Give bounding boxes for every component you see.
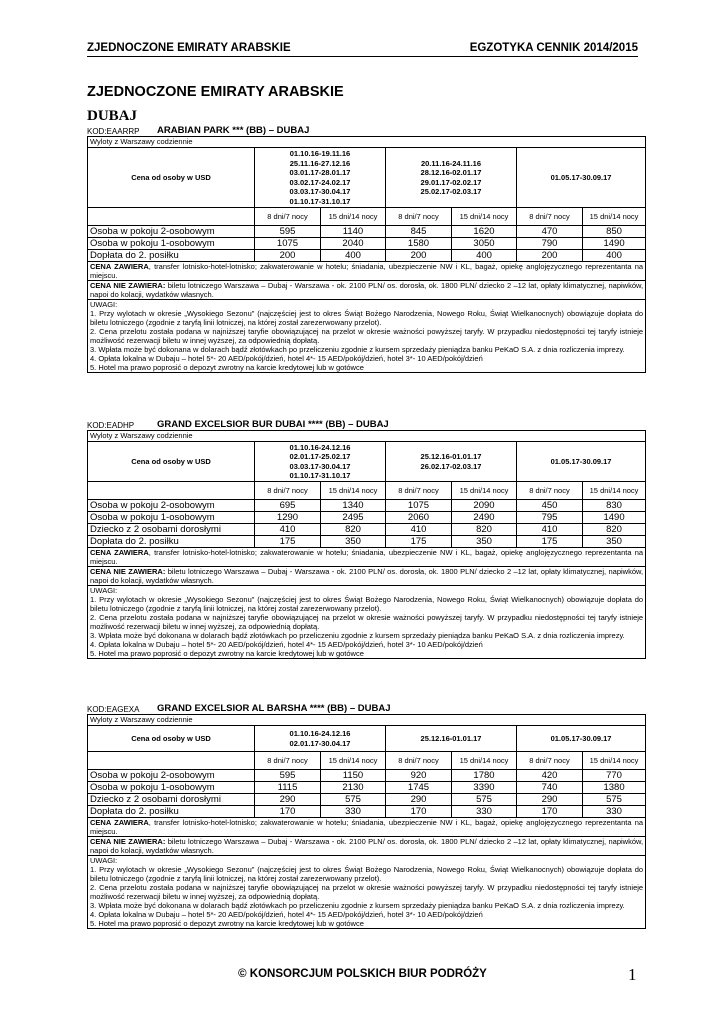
price-cell: 795 xyxy=(517,512,583,524)
duration-short: 8 dni/7 nocy xyxy=(255,482,321,500)
price-cell: 2490 xyxy=(452,512,517,524)
period-header: 20.11.16-24.11.16 28.12.16-02.01.17 29.01.17-02.02.17 25.02.17-02.03.17 xyxy=(386,148,517,208)
notes-label: UWAGI: xyxy=(90,856,118,865)
notes-label: UWAGI: xyxy=(90,300,118,309)
price-cell: 1745 xyxy=(386,782,452,794)
excluded-label: CENA NIE ZAWIERA: xyxy=(90,281,166,290)
price-cell: 2495 xyxy=(321,512,386,524)
duration-long: 15 dni/14 nocy xyxy=(321,752,386,770)
period-header: 01.05.17-30.09.17 xyxy=(517,726,646,752)
price-cell: 290 xyxy=(255,794,321,806)
header-right: EGZOTYKA CENNIK 2014/2015 xyxy=(469,42,638,54)
price-cell: 200 xyxy=(255,250,321,262)
row-label: Dziecko z 2 osobami dorosłymi xyxy=(88,524,255,536)
price-cell: 1490 xyxy=(583,238,646,250)
price-cell: 595 xyxy=(255,770,321,782)
period-header: 01.05.17-30.09.17 xyxy=(517,442,646,482)
hotel-title-line xyxy=(87,418,645,430)
price-cell: 575 xyxy=(321,794,386,806)
note-item: 5. Hotel ma prawo poprosić o depozyt zwrotny na karcie kredytowej lub w gotówce xyxy=(90,919,364,928)
price-label: Cena od osoby w USD xyxy=(88,726,255,752)
price-label: Cena od osoby w USD xyxy=(88,442,255,482)
note-item: 3. Wpłata może być dokonana w dolarach bądź złotówkach po przeliczeniu zgodnie z kursem sprzedaży pieniądza banku PeKaO S.A. z dnia rozliczenia imprezy. xyxy=(90,631,625,640)
price-cell: 820 xyxy=(583,524,646,536)
departures-note: Wyloty z Warszawy codziennie xyxy=(88,715,646,726)
row-label: Osoba w pokoju 1-osobowym xyxy=(88,782,255,794)
price-cell: 740 xyxy=(517,782,583,794)
row-label: Osoba w pokoju 2-osobowym xyxy=(88,226,255,238)
price-cell: 400 xyxy=(321,250,386,262)
period-header: 25.12.16-01.01.17 26.02.17-02.03.17 xyxy=(386,442,517,482)
excluded-note xyxy=(88,837,646,856)
note-item: 2. Cena przelotu została podana w najniższej taryfie obowiązującej na przelot w okresie ważności powyższej taryfy. W przypadku niedostępności tej taryfy istnieje możliwość rezerwacji biletu w innej wyższej, za odpowiednią dopłatą. xyxy=(90,883,644,901)
price-cell: 575 xyxy=(583,794,646,806)
excluded-label: CENA NIE ZAWIERA: xyxy=(90,567,166,576)
header-left: ZJEDNOCZONE EMIRATY ARABSKIE xyxy=(87,42,291,54)
departures-note: Wyloty z Warszawy codziennie xyxy=(88,137,646,148)
included-text: , transfer lotnisko-hotel-lotnisko; zakwaterowanie w hotelu; śniadania, ubezpieczenie NW i KL, bagaż, opiekę anglojęzycznego reprezentanta na miejscu. xyxy=(90,262,644,280)
notes-block xyxy=(88,586,646,659)
price-cell: 400 xyxy=(452,250,517,262)
price-cell: 3390 xyxy=(452,782,517,794)
row-label: Dopłata do 2. posiłku xyxy=(88,536,255,548)
note-item: 3. Wpłata może być dokonana w dolarach bądź złotówkach po przeliczeniu zgodnie z kursem sprzedaży pieniądza banku PeKaO S.A. z dnia rozliczenia imprezy. xyxy=(90,901,625,910)
price-cell: 695 xyxy=(255,500,321,512)
price-cell: 400 xyxy=(583,250,646,262)
period-header: 25.12.16-01.01.17 xyxy=(386,726,517,752)
row-label: Dopłata do 2. posiłku xyxy=(88,806,255,818)
price-cell: 595 xyxy=(255,226,321,238)
price-cell: 1380 xyxy=(583,782,646,794)
hotel-code: KOD:EAARRP xyxy=(87,127,140,136)
duration-short: 8 dni/7 nocy xyxy=(255,752,321,770)
price-cell: 1075 xyxy=(386,500,452,512)
included-note xyxy=(88,818,646,837)
included-text: , transfer lotnisko-hotel-lotnisko; zakwaterowanie w hotelu; śniadania, ubezpieczenie NW i KL, bagaż, opiekę anglojęzycznego reprezentanta na miejscu. xyxy=(90,548,644,566)
price-cell: 2060 xyxy=(386,512,452,524)
price-row xyxy=(88,794,646,806)
price-cell: 1140 xyxy=(321,226,386,238)
price-row xyxy=(88,512,646,524)
price-cell: 290 xyxy=(517,794,583,806)
excluded-text: biletu lotniczego Warszawa – Dubaj - Warszawa - ok. 2100 PLN/ os. dorosła, ok. 1800 PLN/ dziecko 2 –12 lat, opłaty klimatycznej, napiwków, napoi do kolacji, wydatków własnych. xyxy=(90,281,644,299)
price-cell: 1290 xyxy=(255,512,321,524)
hotel-title-line xyxy=(87,702,645,714)
price-cell: 200 xyxy=(517,250,583,262)
price-cell: 175 xyxy=(386,536,452,548)
price-table xyxy=(87,714,646,929)
duration-long: 15 dni/14 nocy xyxy=(583,208,646,226)
footer-copyright: © KONSORCJUM POLSKICH BIUR PODRÓŻY xyxy=(238,968,487,980)
price-cell: 410 xyxy=(386,524,452,536)
note-item: 3. Wpłata może być dokonana w dolarach bądź złotówkach po przeliczeniu zgodnie z kursem sprzedaży pieniądza banku PeKaO S.A. z dnia rozliczenia imprezy. xyxy=(90,345,625,354)
price-cell: 1150 xyxy=(321,770,386,782)
included-label: CENA ZAWIERA xyxy=(90,262,149,271)
notes-label: UWAGI: xyxy=(90,586,118,595)
period-header: 01.05.17-30.09.17 xyxy=(517,148,646,208)
notes-block xyxy=(88,300,646,373)
price-cell: 1115 xyxy=(255,782,321,794)
note-item: 4. Opłata lokalna w Dubaju – hotel 5*- 20 AED/pokój/dzień, hotel 4*- 15 AED/pokój/dzień, hotel 3*- 10 AED/pokój/dzień xyxy=(90,640,483,649)
duration-long: 15 dni/14 nocy xyxy=(583,482,646,500)
duration-short: 8 dni/7 nocy xyxy=(386,482,452,500)
price-cell: 175 xyxy=(517,536,583,548)
hotel-name: ARABIAN PARK *** (BB) – DUBAJ xyxy=(157,125,310,136)
hotel-section xyxy=(87,124,645,373)
price-cell: 410 xyxy=(517,524,583,536)
notes-block xyxy=(88,856,646,929)
price-cell: 1580 xyxy=(386,238,452,250)
hotel-code: KOD:EAGEXA xyxy=(87,705,140,714)
duration-long: 15 dni/14 nocy xyxy=(452,208,517,226)
price-cell: 350 xyxy=(321,536,386,548)
note-item: 4. Opłata lokalna w Dubaju – hotel 5*- 20 AED/pokój/dzień, hotel 4*- 15 AED/pokój/dzień, hotel 3*- 10 AED/pokój/dzień xyxy=(90,354,483,363)
hotel-section xyxy=(87,418,645,659)
page-number: 1 xyxy=(628,965,637,984)
hotel-name: GRAND EXCELSIOR AL BARSHA **** (BB) – DUBAJ xyxy=(157,703,391,714)
note-item: 1. Przy wylotach w okresie „Wysokiego Sezonu" (najczęściej jest to okres Świąt Bożego Narodzenia, Nowego Roku, Świąt Wielkanocnych) obowiązuje dopłata do biletu lotniczego (zgodnie z taryfą linii lotniczej, na której został zarezerwowany przelot). xyxy=(90,309,644,327)
period-header: 01.10.16-24.12.16 02.01.17-30.04.17 xyxy=(255,726,386,752)
price-cell: 1780 xyxy=(452,770,517,782)
price-label: Cena od osoby w USD xyxy=(88,148,255,208)
price-cell: 2090 xyxy=(452,500,517,512)
note-item: 1. Przy wylotach w okresie „Wysokiego Sezonu" (najczęściej jest to okres Świąt Bożego Narodzenia, Nowego Roku, Świąt Wielkanocnych) obowiązuje dopłata do biletu lotniczego (zgodnie z taryfą linii lotniczej, na której został zarezerwowany przelot). xyxy=(90,595,644,613)
price-cell: 830 xyxy=(583,500,646,512)
price-cell: 790 xyxy=(517,238,583,250)
price-row xyxy=(88,782,646,794)
row-label: Dopłata do 2. posiłku xyxy=(88,250,255,262)
excluded-text: biletu lotniczego Warszawa – Dubaj - Warszawa - ok. 2100 PLN/ os. dorosła, ok. 1800 PLN/ dziecko 2 –12 lat, opłaty klimatycznej, napiwków, napoi do kolacji, wydatków własnych. xyxy=(90,837,644,855)
price-cell: 170 xyxy=(386,806,452,818)
price-cell: 770 xyxy=(583,770,646,782)
included-note xyxy=(88,548,646,567)
note-item: 1. Przy wylotach w okresie „Wysokiego Sezonu" (najczęściej jest to okres Świąt Bożego Narodzenia, Nowego Roku, Świąt Wielkanocnych) obowiązuje dopłata do biletu lotniczego (zgodnie z taryfą linii lotniczej, na której został zarezerwowany przelot). xyxy=(90,865,644,883)
row-label: Osoba w pokoju 2-osobowym xyxy=(88,770,255,782)
row-label: Osoba w pokoju 1-osobowym xyxy=(88,238,255,250)
excluded-note xyxy=(88,281,646,300)
price-row xyxy=(88,226,646,238)
price-cell: 820 xyxy=(321,524,386,536)
departures-note: Wyloty z Warszawy codziennie xyxy=(88,431,646,442)
price-cell: 845 xyxy=(386,226,452,238)
duration-short: 8 dni/7 nocy xyxy=(517,482,583,500)
price-table xyxy=(87,430,646,659)
price-cell: 1075 xyxy=(255,238,321,250)
hotel-code: KOD:EADHP xyxy=(87,421,135,430)
included-label: CENA ZAWIERA xyxy=(90,548,149,557)
duration-short: 8 dni/7 nocy xyxy=(386,752,452,770)
price-cell: 2130 xyxy=(321,782,386,794)
price-cell: 1340 xyxy=(321,500,386,512)
duration-long: 15 dni/14 nocy xyxy=(583,752,646,770)
price-cell: 850 xyxy=(583,226,646,238)
note-item: 5. Hotel ma prawo poprosić o depozyt zwrotny na karcie kredytowej lub w gotówce xyxy=(90,363,364,372)
hotel-name: GRAND EXCELSIOR BUR DUBAI **** (BB) – DUBAJ xyxy=(157,419,389,430)
excluded-label: CENA NIE ZAWIERA: xyxy=(90,837,166,846)
duration-long: 15 dni/14 nocy xyxy=(452,482,517,500)
price-cell: 175 xyxy=(255,536,321,548)
price-cell: 350 xyxy=(583,536,646,548)
price-cell: 575 xyxy=(452,794,517,806)
page-header xyxy=(87,42,638,57)
price-row xyxy=(88,500,646,512)
price-cell: 410 xyxy=(255,524,321,536)
duration-short: 8 dni/7 nocy xyxy=(517,208,583,226)
price-cell: 350 xyxy=(452,536,517,548)
price-row xyxy=(88,770,646,782)
hotel-section xyxy=(87,702,645,929)
price-cell: 1490 xyxy=(583,512,646,524)
duration-long: 15 dni/14 nocy xyxy=(321,482,386,500)
price-row xyxy=(88,238,646,250)
page-title: ZJEDNOCZONE EMIRATY ARABSKIE xyxy=(87,84,344,100)
excluded-note xyxy=(88,567,646,586)
duration-short: 8 dni/7 nocy xyxy=(386,208,452,226)
price-cell: 3050 xyxy=(452,238,517,250)
price-cell: 470 xyxy=(517,226,583,238)
duration-long: 15 dni/14 nocy xyxy=(452,752,517,770)
price-cell: 330 xyxy=(321,806,386,818)
duration-short: 8 dni/7 nocy xyxy=(517,752,583,770)
price-cell: 1620 xyxy=(452,226,517,238)
price-row xyxy=(88,806,646,818)
row-label: Dziecko z 2 osobami dorosłymi xyxy=(88,794,255,806)
included-text: , transfer lotnisko-hotel-lotnisko; zakwaterowanie w hotelu; śniadania, ubezpieczenie NW i KL, bagaż, opiekę anglojęzycznego reprezentanta na miejscu. xyxy=(90,818,644,836)
price-cell: 420 xyxy=(517,770,583,782)
price-table xyxy=(87,136,646,373)
price-cell: 820 xyxy=(452,524,517,536)
price-row xyxy=(88,524,646,536)
price-cell: 330 xyxy=(583,806,646,818)
note-item: 5. Hotel ma prawo poprosić o depozyt zwrotny na karcie kredytowej lub w gotówce xyxy=(90,649,364,658)
note-item: 4. Opłata lokalna w Dubaju – hotel 5*- 20 AED/pokój/dzień, hotel 4*- 15 AED/pokój/dzień, hotel 3*- 10 AED/pokój/dzień xyxy=(90,910,483,919)
price-cell: 920 xyxy=(386,770,452,782)
included-label: CENA ZAWIERA xyxy=(90,818,149,827)
note-item: 2. Cena przelotu została podana w najniższej taryfie obowiązującej na przelot w okresie ważności powyższej taryfy. W przypadku niedostępności tej taryfy istnieje możliwość rezerwacji biletu w innej wyższej, za odpowiednią dopłatą. xyxy=(90,613,644,631)
duration-short: 8 dni/7 nocy xyxy=(255,208,321,226)
note-item: 2. Cena przelotu została podana w najniższej taryfie obowiązującej na przelot w okresie ważności powyższej taryfy. W przypadku niedostępności tej taryfy istnieje możliwość rezerwacji biletu w innej wyższej, za odpowiednią dopłatą. xyxy=(90,327,644,345)
hotel-title-line xyxy=(87,124,645,136)
city-heading: DUBAJ xyxy=(87,108,138,124)
price-cell: 330 xyxy=(452,806,517,818)
period-header: 01.10.16-24.12.16 02.01.17-25.02.17 03.03.17-30.04.17 01.10.17-31.10.17 xyxy=(255,442,386,482)
price-row xyxy=(88,250,646,262)
excluded-text: biletu lotniczego Warszawa – Dubaj - Warszawa - ok. 2100 PLN/ os. dorosła, ok. 1800 PLN/ dziecko 2 –12 lat, opłaty klimatycznej, napiwków, napoi do kolacji, wydatków własnych. xyxy=(90,567,644,585)
period-header: 01.10.16-19.11.16 25.11.16-27.12.16 03.01.17-28.01.17 03.02.17-24.02.17 03.03.17-30.04.17 01.10.17-31.10.17 xyxy=(255,148,386,208)
price-cell: 170 xyxy=(517,806,583,818)
duration-long: 15 dni/14 nocy xyxy=(321,208,386,226)
price-cell: 170 xyxy=(255,806,321,818)
price-row xyxy=(88,536,646,548)
price-cell: 290 xyxy=(386,794,452,806)
row-label: Osoba w pokoju 2-osobowym xyxy=(88,500,255,512)
row-label: Osoba w pokoju 1-osobowym xyxy=(88,512,255,524)
price-cell: 450 xyxy=(517,500,583,512)
price-cell: 200 xyxy=(386,250,452,262)
included-note xyxy=(88,262,646,281)
price-cell: 2040 xyxy=(321,238,386,250)
